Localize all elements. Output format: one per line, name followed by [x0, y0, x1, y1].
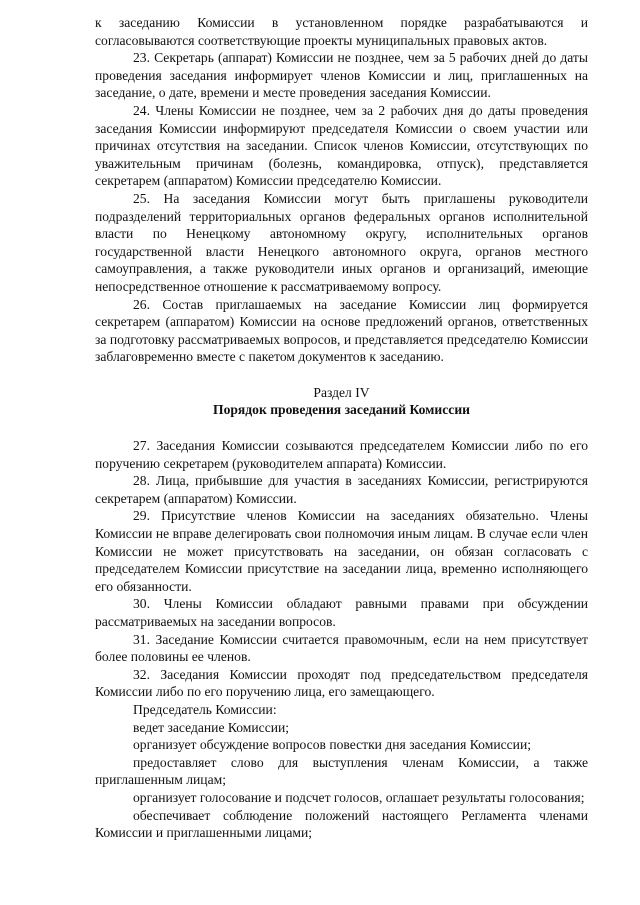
section-title: Порядок проведения заседаний Комиссии	[213, 402, 470, 418]
chairman-duty-item: предоставляет слово для выступления членам Комиссии, а также приглашенным лицам;	[95, 754, 588, 788]
paragraph-23: 23. Секретарь (аппарат) Комиссии не позднее, чем за 5 рабочих дней до даты проведения заседания информирует членов Комиссии и лиц, приглашенных на заседание, о дате, времени и месте проведения заседания Комиссии.	[95, 50, 588, 101]
chairman-duty-item: ведет заседание Комиссии;	[133, 719, 290, 735]
chairman-duty-item: организует обсуждение вопросов повестки дня заседания Комиссии;	[133, 737, 531, 753]
paragraph-31: 31. Заседание Комиссии считается правомочным, если на нем присутствует более половины ее членов.	[95, 631, 588, 665]
paragraph-27: 27. Заседания Комиссии созываются председателем Комиссии либо по его поручению секретарем (руководителем аппарата) Комиссии.	[95, 438, 588, 471]
paragraph-29: 29. Присутствие членов Комиссии на заседаниях обязательно. Члены Комиссии не вправе делегировать свои полномочия иным лицам. В случае если член Комиссии не может присутствовать на заседании, он обязан согласовать с председателем Комиссии присутствие на заседании лица, временно исполняющего его обязанности.	[95, 508, 588, 594]
paragraph-30: 30. Члены Комиссии обладают равными правами при обсуждении рассматриваемых на заседании вопросов.	[95, 596, 588, 629]
chairman-duty-item: обеспечивает соблюдение положений настоящего Регламента членами Комиссии и приглашенными лицами;	[95, 807, 588, 841]
chairman-duties-intro: Председатель Комиссии:	[133, 701, 277, 717]
paragraph-continuation: к заседанию Комиссии в установленном порядке разрабатываются и согласовываются соответствующие проекты муниципальных правовых актов.	[95, 15, 588, 48]
section-heading	[95, 384, 588, 419]
chairman-duty-item: организует голосование и подсчет голосов, оглашает результаты голосования;	[133, 789, 585, 805]
paragraph-26: 26. Состав приглашаемых на заседание Комиссии лиц формируется секретарем (аппаратом) Комиссии на основе предложений органов, ответственных за подготовку рассматриваемых вопросов, и представляется председателю Комиссии заблаговременно вместе с пакетом документов к заседанию.	[95, 296, 588, 365]
paragraph-24: 24. Члены Комиссии не позднее, чем за 2 рабочих дня до даты проведения заседания Комиссии информируют председателя Комиссии о своем участии или причинах отсутствия на заседании. Список членов Комиссии, отсутствующих по уважительным причинам (болезнь, командировка, отпуск), представляется секретарем (аппаратом) Комиссии председателю Комиссии.	[95, 102, 588, 189]
paragraph-32: 32. Заседания Комиссии проходят под председательством председателя Комиссии либо по его поручению лица, его замещающего.	[95, 666, 588, 700]
section-number: Раздел IV	[313, 384, 370, 400]
document-page	[95, 14, 588, 842]
paragraph-25: 25. На заседания Комиссии могут быть приглашены руководители подразделений территориальных органов федеральных органов исполнительной власти по Ненецкому автономному округу, исполнительных органов государственной власти Ненецкого автономного округа, органов местного самоуправления, а также руководители иных органов и организаций, имеющие непосредственное отношение к рассматриваемому вопросу.	[95, 190, 588, 294]
paragraph-28: 28. Лица, прибывшие для участия в заседаниях Комиссии, регистрируются секретарем (аппаратом) Комиссии.	[95, 473, 588, 506]
